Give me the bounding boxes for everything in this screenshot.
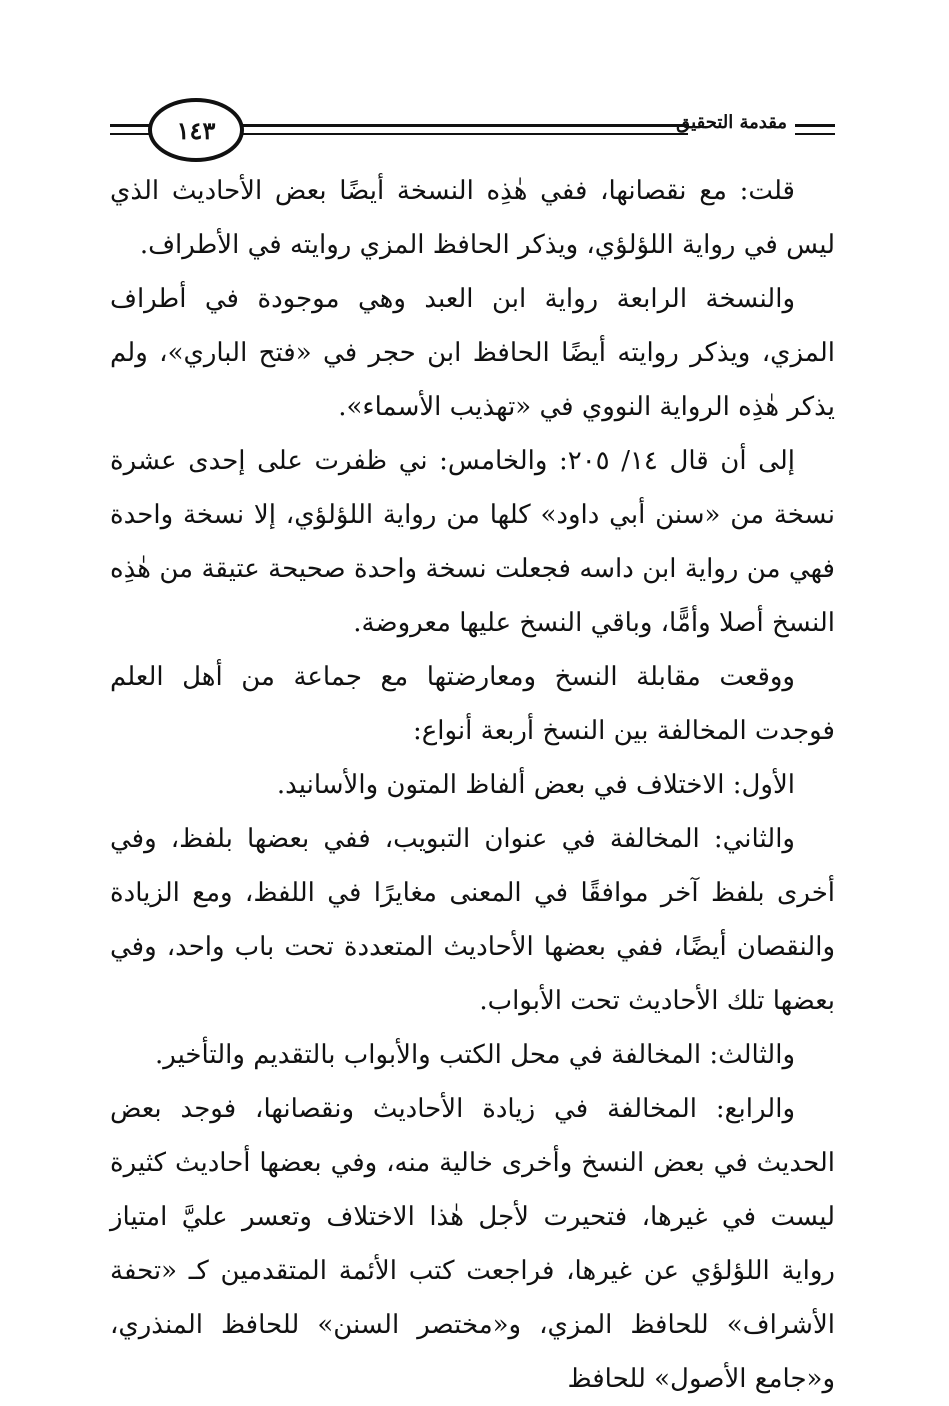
page-body xyxy=(110,164,835,1406)
paragraph: والرابع: المخالفة في زيادة الأحاديث ونقصانها، فوجد بعض الحديث في بعض النسخ وأخرى خالية منه، وفي بعضها أحاديث كثيرة ليست في غيرها، فتحيرت لأجل هٰذا الاختلاف وتعسر عليَّ امتياز رواية اللؤلؤي عن غيرها، فراجعت كتب الأئمة المتقدمين كـ «تحفة الأشراف» للحافظ المزي، و«مختصر السنن» للحافظ المنذري، و«جامع الأصول» للحافظ xyxy=(110,1094,835,1394)
paragraph: والثاني: المخالفة في عنوان التبويب، ففي بعضها بلفظ، وفي أخرى بلفظ آخر موافقًا في المعنى مغايرًا في اللفظ، ومع الزيادة والنقصان أيضًا، ففي بعضها الأحاديث المتعددة تحت باب واحد، وفي بعضها تلك الأحاديث تحت الأبواب. xyxy=(110,824,835,1016)
page-number-badge xyxy=(148,98,244,162)
header-title: مقدمة التحقيق xyxy=(676,112,787,133)
header-rule-middle xyxy=(218,124,688,138)
paragraph: والثالث: المخالفة في محل الكتب والأبواب بالتقديم والتأخير. xyxy=(154,1040,795,1070)
paragraph: والنسخة الرابعة رواية ابن العبد وهي موجودة في أطراف المزي، ويذكر روايته أيضًا الحافظ ابن حجر في «فتح الباري»، ولم يذكر هٰذِه الرواية النووي في «تهذيب الأسماء». xyxy=(110,284,835,422)
page-number: ١٤٣ xyxy=(176,115,216,145)
paragraph: إلى أن قال ١٤/ ٢٠٥: والخامس: ني ظفرت على إحدى عشرة نسخة من «سنن أبي داود» كلها من رواية اللؤلؤي، إلا نسخة واحدة فهي من رواية ابن داسه فجعلت نسخة واحدة صحيحة عتيقة من هٰذِه النسخ أصلا وأمًّا، وباقي النسخ عليها معروضة. xyxy=(110,446,835,638)
paragraph: قلت: مع نقصانها، ففي هٰذِه النسخة أيضًا بعض الأحاديث الذي ليس في رواية اللؤلؤي، ويذكر الحافظ المزي روايته في الأطراف. xyxy=(110,176,835,260)
paragraph: الأول: الاختلاف في بعض ألفاظ المتون والأسانيد. xyxy=(276,770,795,800)
paragraph: ووقعت مقابلة النسخ ومعارضتها مع جماعة من أهل العلم فوجدت المخالفة بين النسخ أربعة أنواع: xyxy=(110,662,835,746)
header-rule-right xyxy=(795,124,835,138)
running-header xyxy=(110,98,835,168)
